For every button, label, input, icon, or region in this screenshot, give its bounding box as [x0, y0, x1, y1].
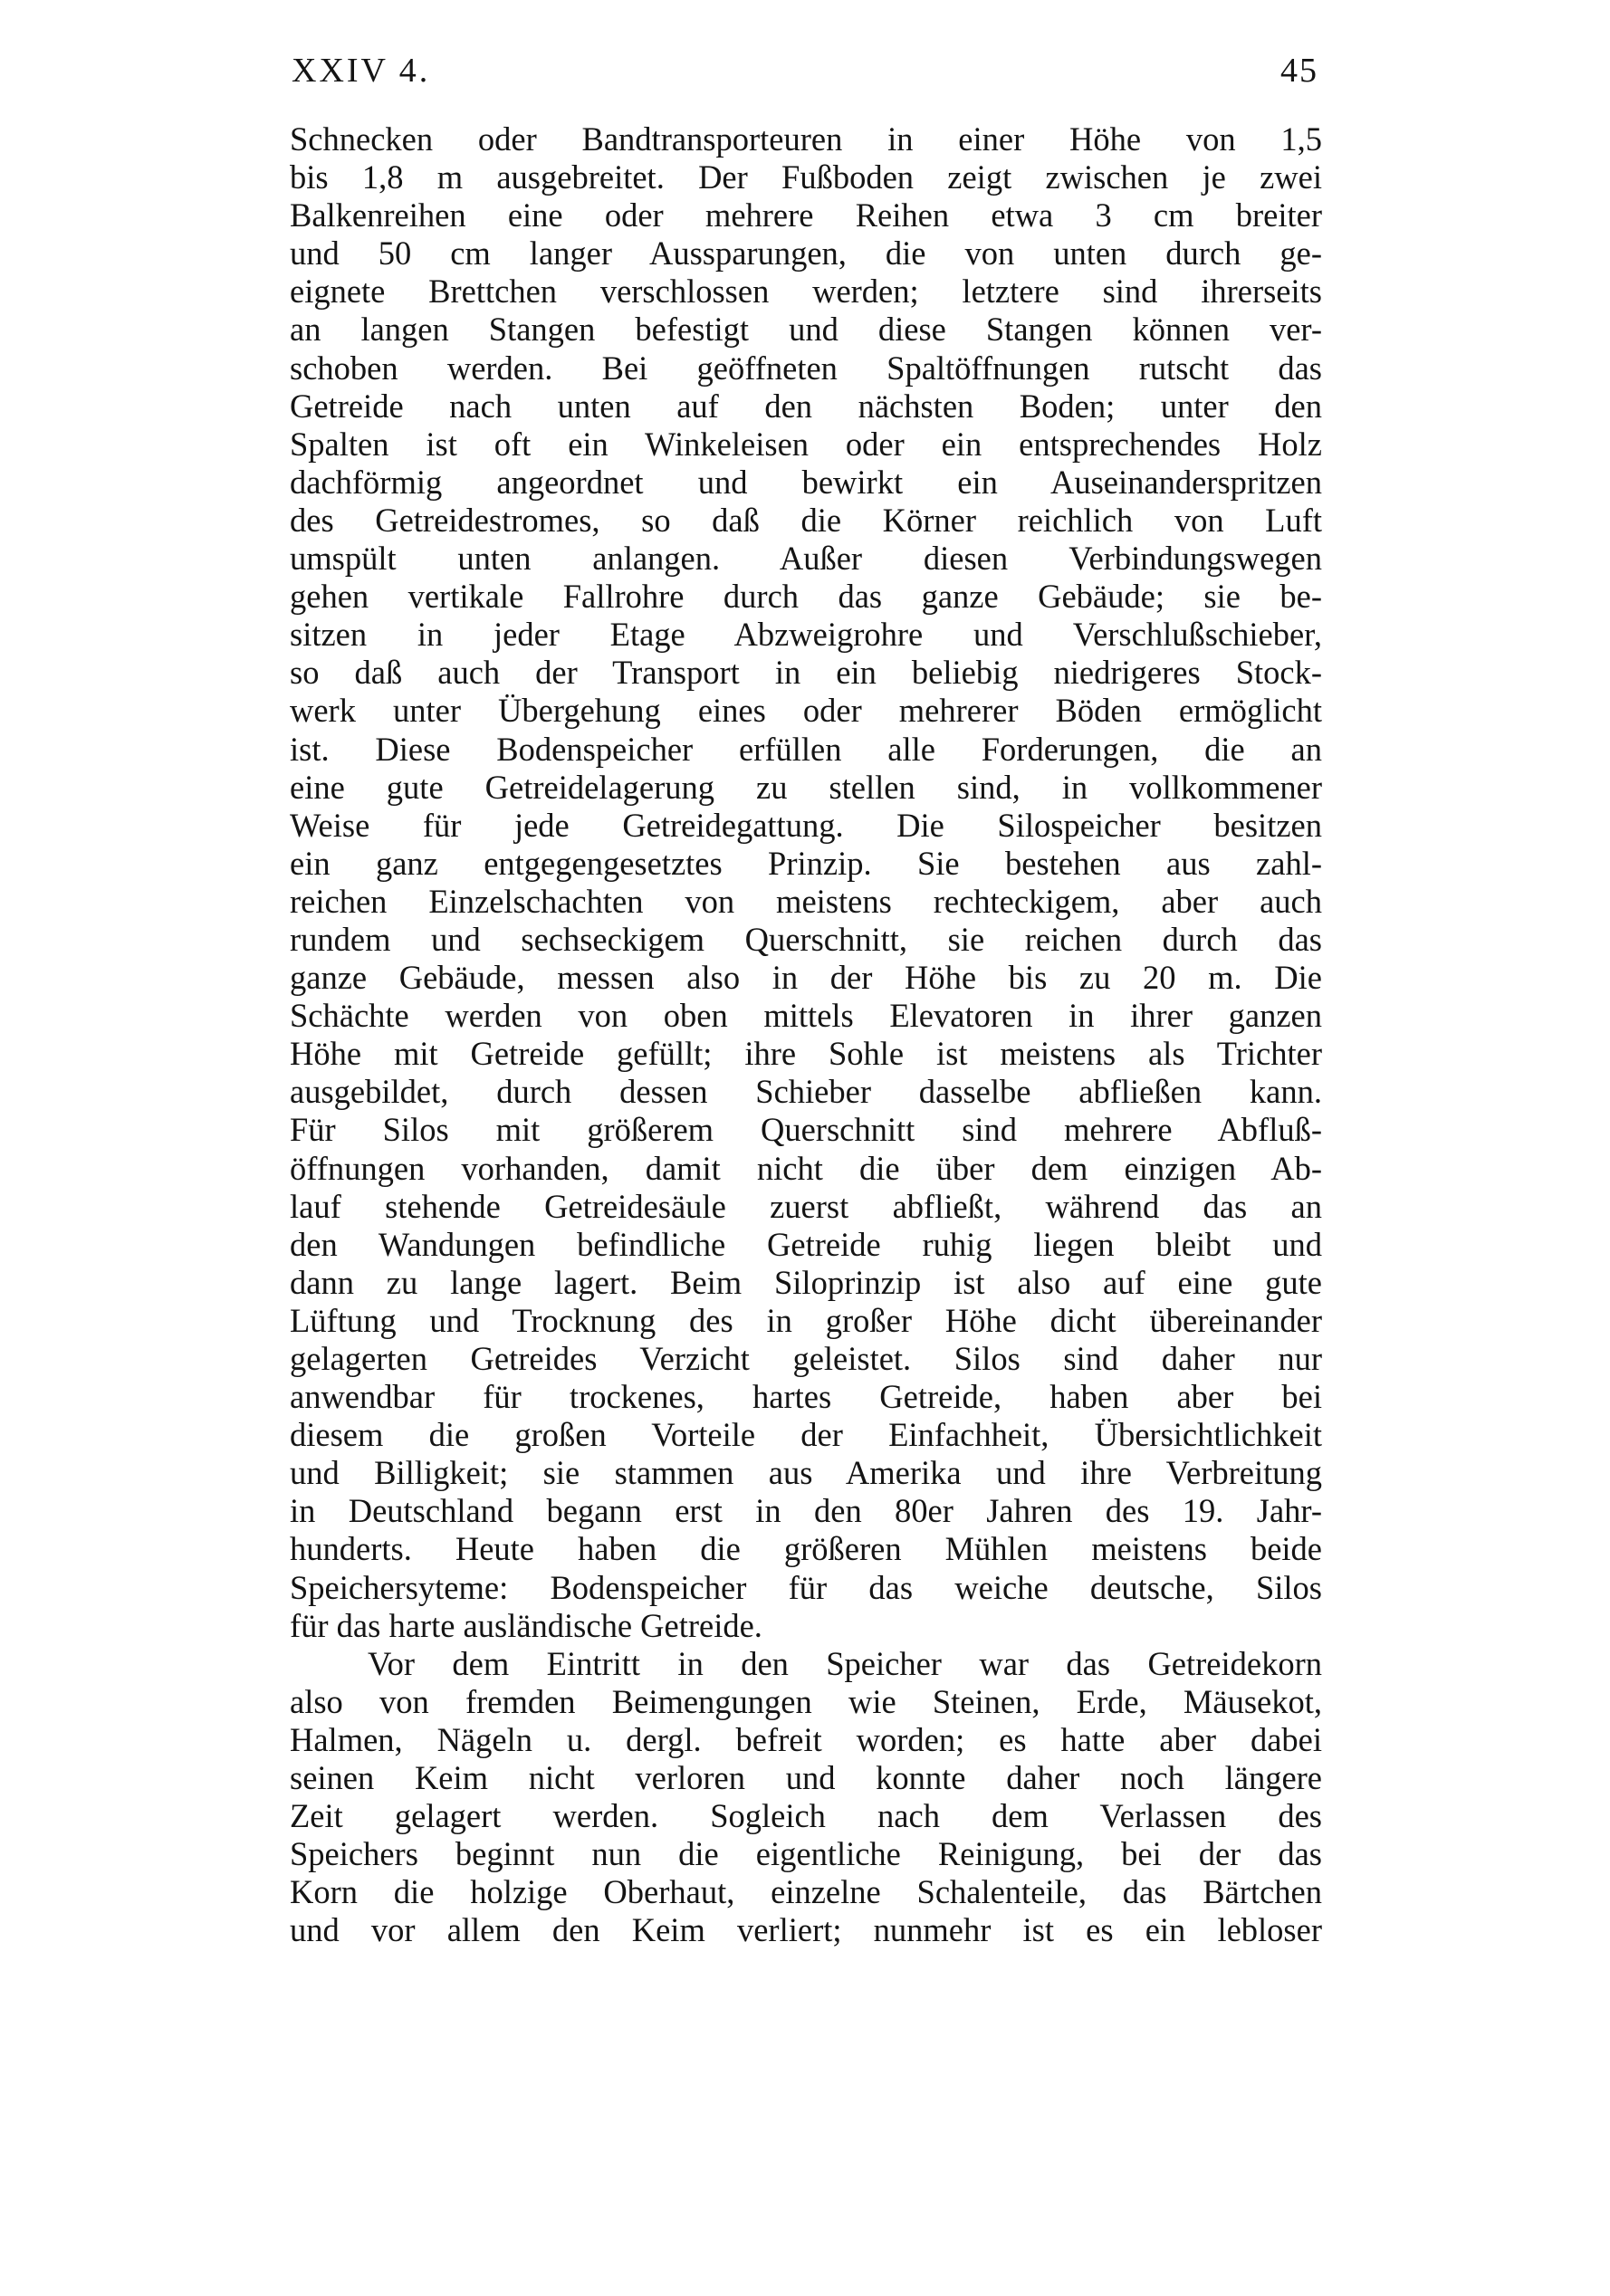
text-line: schoben werden. Bei geöffneten Spaltöffnungen rutscht das [290, 349, 1322, 387]
paragraph-2 [290, 1645, 1322, 1950]
running-head [292, 43, 1318, 98]
text-line: gehen vertikale Fallrohre durch das ganze Gebäude; sie be- [290, 578, 1322, 616]
text-line: Schnecken oder Bandtransporteuren in einer Höhe von 1,5 [290, 120, 1322, 158]
text-line: und vor allem den Keim verliert; nunmehr ist es ein lebloser [290, 1911, 1322, 1949]
text-line: ist. Diese Bodenspeicher erfüllen alle Forderungen, die an [290, 730, 1322, 768]
text-line: umspült unten anlangen. Außer diesen Verbindungswegen [290, 540, 1322, 578]
text-line: öffnungen vorhanden, damit nicht die über dem einzigen Ab- [290, 1149, 1322, 1187]
text-line: dachförmig angeordnet und bewirkt ein Auseinanderspritzen [290, 463, 1322, 501]
text-line: Korn die holzige Oberhaut, einzelne Schalenteile, das Bärtchen [290, 1873, 1322, 1911]
text-line: diesem die großen Vorteile der Einfachheit, Übersichtlichkeit [290, 1416, 1322, 1454]
text-line: Balkenreihen eine oder mehrere Reihen etwa 3 cm breiter [290, 196, 1322, 234]
text-line: bis 1,8 m ausgebreitet. Der Fußboden zeigt zwischen je zwei [290, 158, 1322, 196]
text-line: Speichers beginnt nun die eigentliche Reinigung, bei der das [290, 1835, 1322, 1873]
text-line: seinen Keim nicht verloren und konnte daher noch längere [290, 1759, 1322, 1797]
text-line: Lüftung und Trocknung des in großer Höhe dicht übereinander [290, 1301, 1322, 1339]
text-line: Für Silos mit größerem Querschnitt sind mehrere Abfluß- [290, 1111, 1322, 1149]
text-line: und Billigkeit; sie stammen aus Amerika und ihre Verbreitung [290, 1454, 1322, 1492]
text-line: den Wandungen befindliche Getreide ruhig liegen bleibt und [290, 1225, 1322, 1263]
text-line: an langen Stangen befestigt und diese Stangen können ver- [290, 311, 1322, 349]
text-line: Zeit gelagert werden. Sogleich nach dem Verlassen des [290, 1797, 1322, 1835]
body-text [290, 120, 1322, 1950]
text-line: eignete Brettchen verschlossen werden; letztere sind ihrerseits [290, 273, 1322, 311]
text-line: in Deutschland begann erst in den 80er Jahren des 19. Jahr- [290, 1492, 1322, 1530]
text-line: Weise für jede Getreidegattung. Die Silospeicher besitzen [290, 806, 1322, 844]
text-line: lauf stehende Getreidesäule zuerst abfließt, während das an [290, 1187, 1322, 1225]
text-line: hunderts. Heute haben die größeren Mühlen meistens beide [290, 1530, 1322, 1568]
text-line: Schächte werden von oben mittels Elevatoren in ihrer ganzen [290, 997, 1322, 1035]
text-line: ganze Gebäude, messen also in der Höhe bis zu 20 m. Die [290, 959, 1322, 997]
text-line: des Getreidestromes, so daß die Körner reichlich von Luft [290, 501, 1322, 539]
text-line: reichen Einzelschachten von meistens rechteckigem, aber auch [290, 882, 1322, 920]
paragraph-1 [290, 120, 1322, 1645]
text-line: anwendbar für trockenes, hartes Getreide, haben aber bei [290, 1378, 1322, 1416]
signature-mark: XXIV 4. [292, 52, 431, 90]
text-line: Speichersyteme: Bodenspeicher für das weiche deutsche, Silos [290, 1568, 1322, 1606]
text-line: also von fremden Beimengungen wie Steinen, Erde, Mäusekot, [290, 1682, 1322, 1720]
text-line: eine gute Getreidelagerung zu stellen sind, in vollkommener [290, 768, 1322, 806]
text-line: so daß auch der Transport in ein beliebig niedrigeres Stock- [290, 654, 1322, 692]
text-line: werk unter Übergehung eines oder mehrerer Böden ermöglicht [290, 692, 1322, 730]
text-line: dann zu lange lagert. Beim Siloprinzip ist also auf eine gute [290, 1263, 1322, 1301]
text-line: Halmen, Nägeln u. dergl. befreit worden; es hatte aber dabei [290, 1720, 1322, 1758]
text-line: sitzen in jeder Etage Abzweigrohre und Verschlußschieber, [290, 616, 1322, 654]
text-line: gelagerten Getreides Verzicht geleistet. Silos sind daher nur [290, 1340, 1322, 1377]
text-line: Spalten ist oft ein Winkeleisen oder ein entsprechendes Holz [290, 425, 1322, 463]
text-line: Höhe mit Getreide gefüllt; ihre Sohle ist meistens als Trichter [290, 1035, 1322, 1073]
text-line: ein ganz entgegengesetztes Prinzip. Sie bestehen aus zahl- [290, 844, 1322, 882]
text-line: für das harte ausländische Getreide. [290, 1606, 762, 1644]
page-number: 45 [1280, 52, 1318, 90]
text-line: Vor dem Eintritt in den Speicher war das Getreidekorn [368, 1644, 1322, 1682]
text-line: rundem und sechseckigem Querschnitt, sie reichen durch das [290, 920, 1322, 958]
text-line: ausgebildet, durch dessen Schieber dasselbe abfließen kann. [290, 1073, 1322, 1111]
text-line: Getreide nach unten auf den nächsten Boden; unter den [290, 387, 1322, 425]
text-line: und 50 cm langer Aussparungen, die von unten durch ge- [290, 234, 1322, 273]
